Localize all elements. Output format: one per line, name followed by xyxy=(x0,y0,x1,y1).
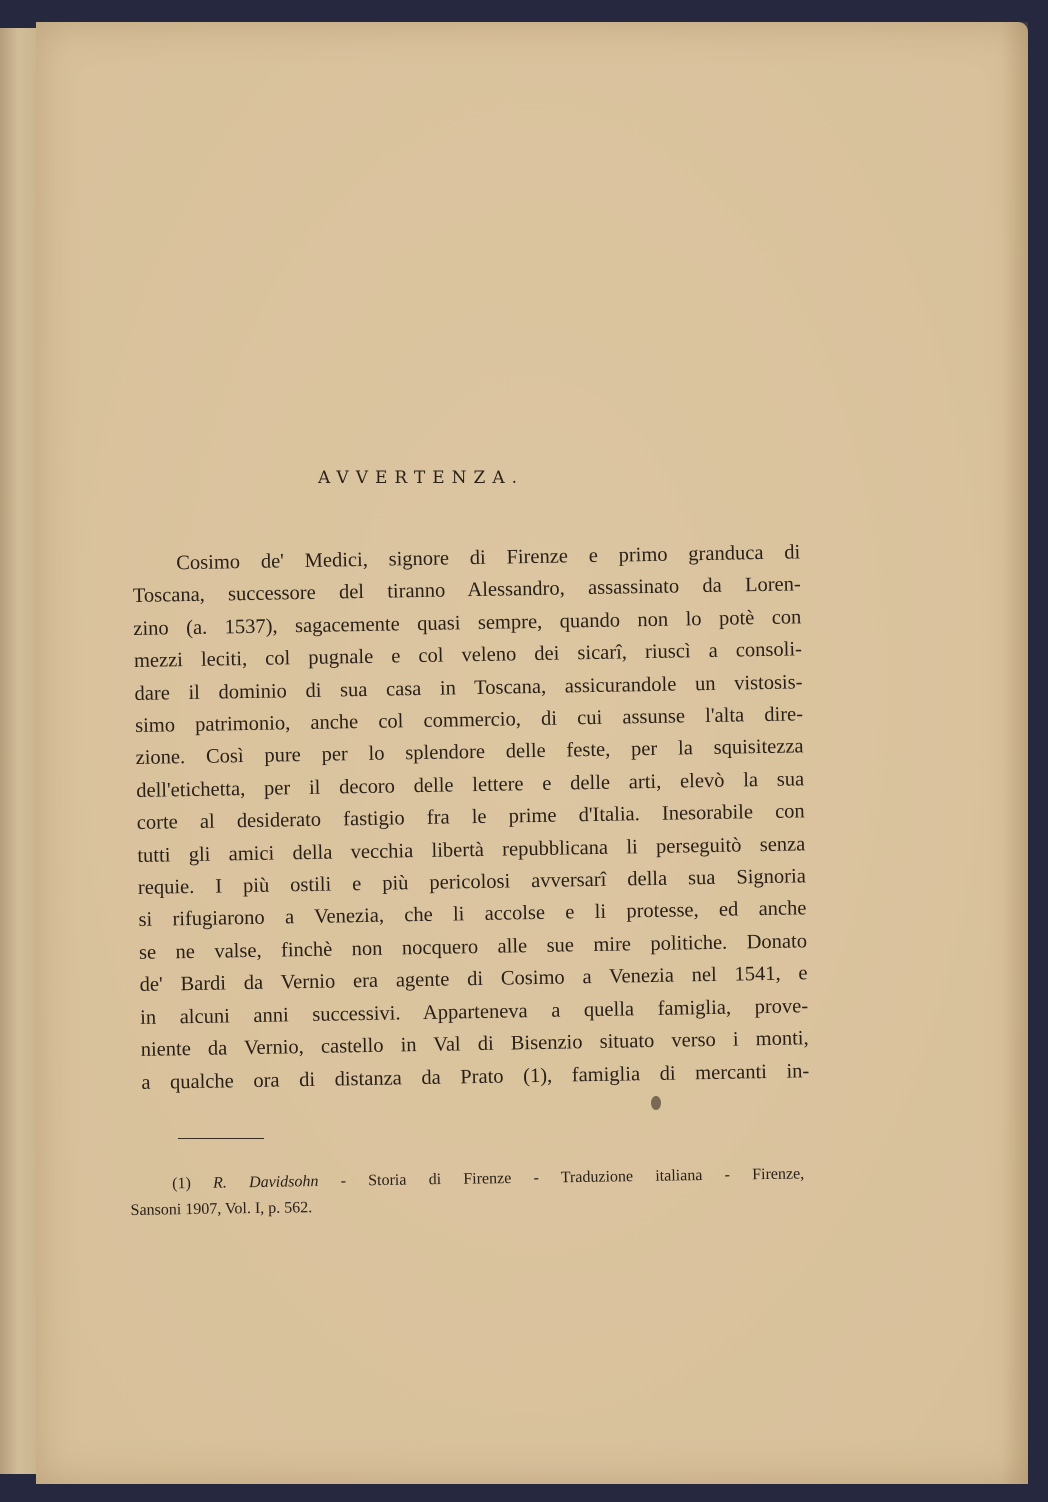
paragraph-line: tutti gli amici della vecchia libertà repubblicana li perseguitò senza xyxy=(137,832,806,867)
paragraph-line: zione. Così pure per lo splendore delle feste, per la squisitezza xyxy=(135,735,804,770)
footnote-author: R. Davidsohn xyxy=(212,1173,319,1192)
page-right-edge-shadow xyxy=(1002,22,1028,1484)
footnote-line: Sansoni 1907, Vol. I, p. 562. xyxy=(130,1199,313,1219)
ink-blot xyxy=(651,1096,661,1110)
paragraph-line: de' Bardi da Vernio era agente di Cosimo a Venezia nel 1541, e xyxy=(139,962,808,997)
paragraph-line: in alcuni anni successivi. Apparteneva a quella famiglia, prove- xyxy=(140,994,809,1029)
footnote-citation: - Storia di Firenze - Traduzione italiana - Firenze, xyxy=(340,1165,805,1190)
paragraph-line: si rifugiarono a Venezia, che li accolse e li protesse, ed anche xyxy=(138,897,807,932)
paragraph-line: dell'etichetta, per il decoro delle lettere e delle arti, elevò la sua xyxy=(136,768,805,802)
paragraph-line: niente da Vernio, castello in Val di Bisenzio situato verso i monti, xyxy=(140,1027,809,1062)
paragraph-line: dare il dominio di sua casa in Toscana, assicurandole un vistosis- xyxy=(134,670,803,705)
page-title: AVVERTENZA. xyxy=(318,468,525,488)
footnote-marker: (1) xyxy=(172,1175,191,1193)
paragraph-line: requie. I più ostili e più pericolosi avversarî della sua Signoria xyxy=(137,865,807,900)
paragraph-line: Cosimo de' Medici, signore di Firenze e primo granduca di xyxy=(176,541,801,575)
paragraph-line: a qualche ora di distanza da Prato (1), famiglia di mercanti in- xyxy=(141,1059,810,1094)
paragraph-line: Toscana, successore del tiranno Alessandro, assassinato da Loren- xyxy=(132,573,801,608)
paragraph-line: mezzi leciti, col pugnale e col veleno dei sicarî, riuscì a consoli- xyxy=(133,638,803,673)
footnote xyxy=(130,1161,805,1224)
paragraph-line: simo patrimonio, anche col commercio, di cui assunse l'alta dire- xyxy=(134,703,804,738)
main-paragraph xyxy=(132,536,810,1098)
paragraph-line: corte al desiderato fastigio fra le prime d'Italia. Inesorabile con xyxy=(136,800,805,835)
paragraph-line: se ne valse, finchè non nocquero alle sue mire politiche. Donato xyxy=(138,930,808,964)
footnote-separator xyxy=(178,1138,264,1139)
paragraph-line: zino (a. 1537), sagacemente quasi sempre, quando non lo potè con xyxy=(133,606,802,640)
